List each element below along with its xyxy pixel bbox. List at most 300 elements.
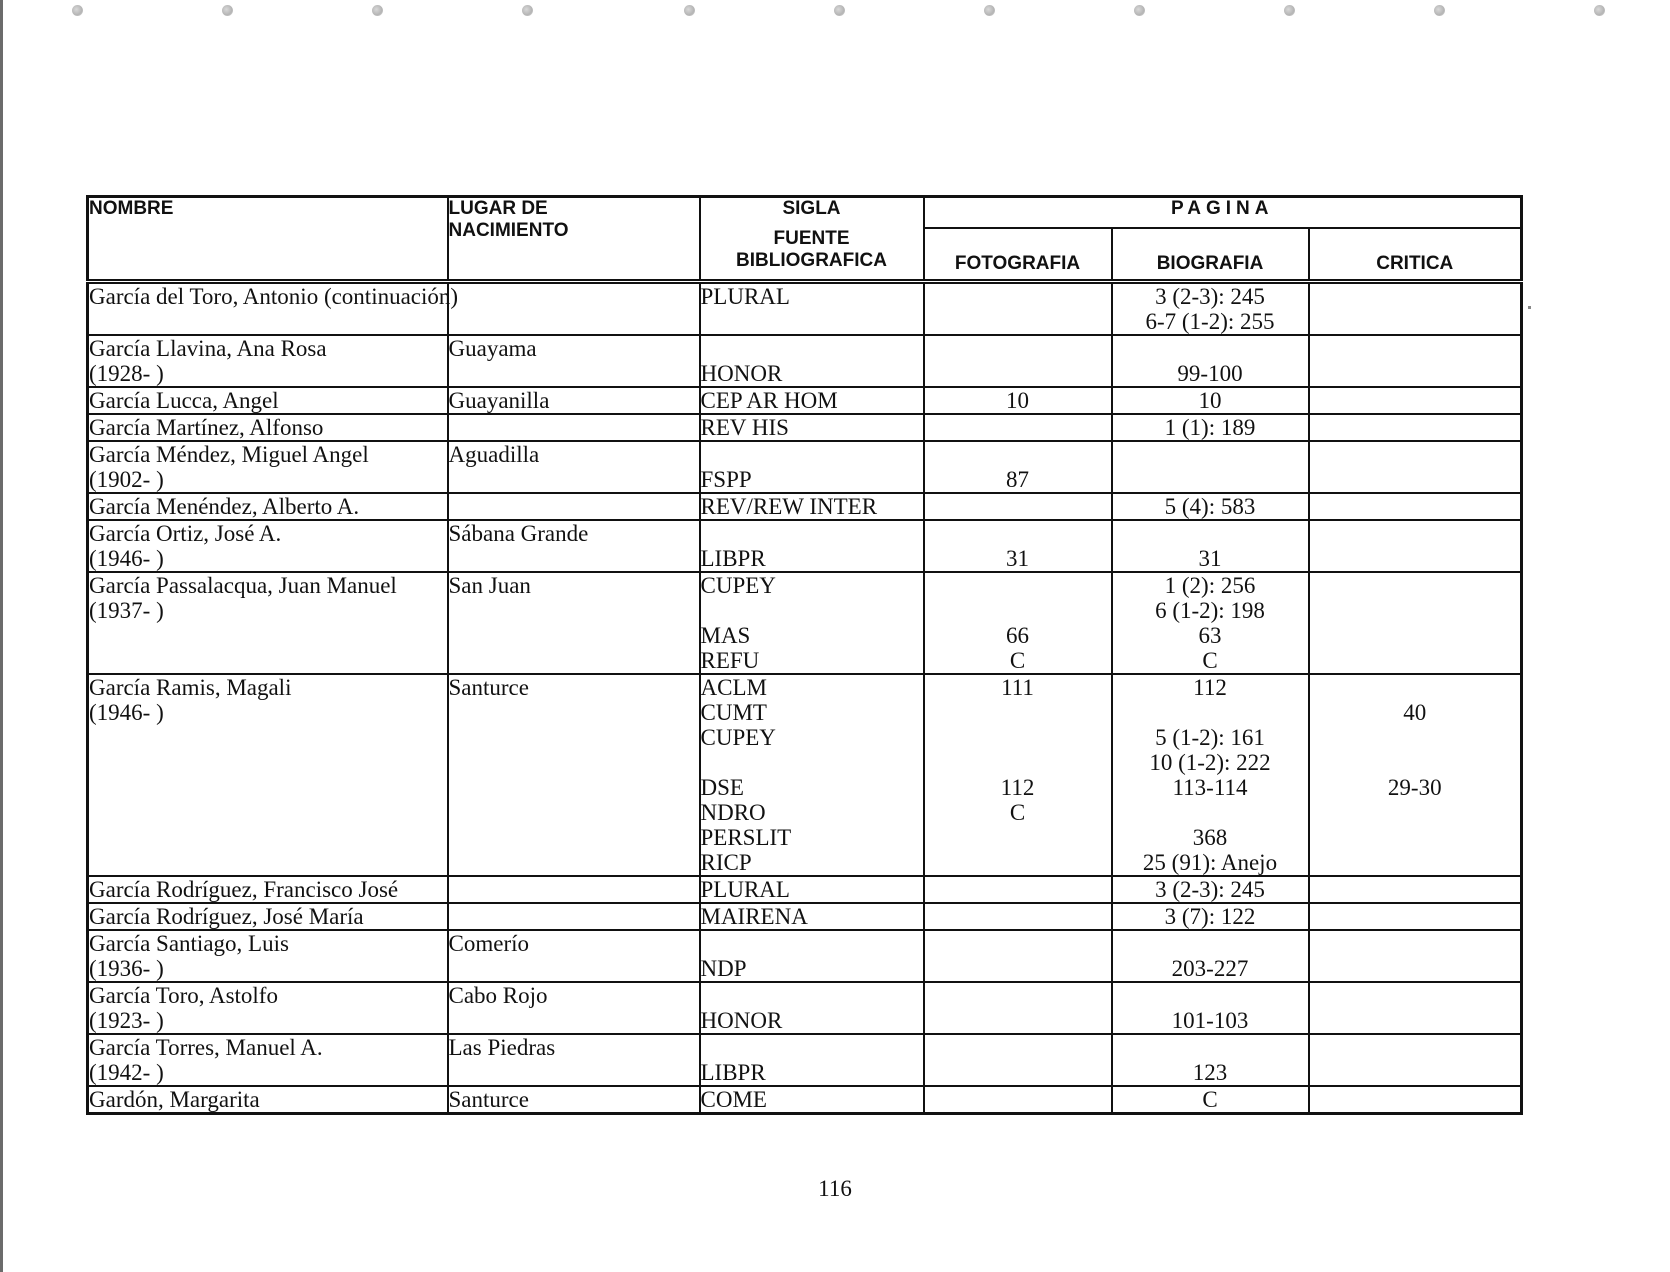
cell-line: 31	[1198, 546, 1222, 571]
cell-fotografia	[924, 674, 1112, 876]
table-row	[88, 520, 1522, 572]
cell-line	[1310, 956, 1521, 981]
cell-line: 203-227	[1171, 956, 1249, 981]
cell-sigla	[700, 903, 924, 930]
cell-line	[89, 623, 447, 648]
cell-line: CUMT	[700, 700, 767, 725]
cell-line	[925, 983, 1111, 1008]
cell-line: 123	[1192, 1060, 1228, 1085]
cell-line: García Ramis, Magali	[89, 675, 292, 700]
cell-line	[1310, 1087, 1521, 1112]
cell-line: García Toro, Astolfo	[89, 983, 278, 1008]
binder-hole	[984, 5, 995, 16]
bibliography-table	[86, 195, 1523, 1115]
cell-line	[1310, 877, 1521, 902]
cell-critica	[1309, 414, 1522, 441]
cell-line: 101-103	[1171, 1008, 1249, 1033]
cell-line: García Passalacqua, Juan Manuel	[89, 573, 397, 598]
cell-line	[1310, 415, 1521, 440]
cell-line: García Llavina, Ana Rosa	[89, 336, 327, 361]
cell-line: 31	[1006, 546, 1029, 571]
cell-line: REV HIS	[700, 415, 789, 440]
cell-biografia	[1112, 903, 1309, 930]
cell-line: (1946- )	[89, 546, 164, 571]
cell-line: C	[1009, 800, 1026, 825]
cell-critica	[1309, 876, 1522, 903]
table-row	[88, 674, 1522, 876]
cell-sigla	[700, 520, 924, 572]
cell-line	[449, 284, 699, 309]
cell-critica	[1309, 335, 1522, 387]
cell-biografia	[1112, 282, 1309, 336]
cell-critica	[1309, 982, 1522, 1034]
cell-line: García Torres, Manuel A.	[89, 1035, 323, 1060]
cell-critica	[1309, 282, 1522, 336]
cell-line: García Méndez, Miguel Angel	[89, 442, 369, 467]
cell-line	[1310, 800, 1521, 825]
cell-fotografia	[924, 414, 1112, 441]
cell-line: C	[1202, 648, 1218, 673]
cell-nombre	[88, 572, 448, 674]
cell-lugar	[448, 903, 700, 930]
cell-line	[1310, 931, 1521, 956]
cell-line	[1310, 675, 1521, 700]
cell-line: HONOR	[700, 361, 783, 386]
cell-fotografia	[924, 387, 1112, 414]
cell-line: PERSLIT	[700, 825, 792, 850]
cell-line	[1310, 442, 1521, 467]
cell-line	[925, 309, 1111, 334]
cell-line	[1310, 1008, 1521, 1033]
cell-line	[1310, 904, 1521, 929]
cell-line	[701, 931, 923, 956]
cell-line	[925, 1008, 1111, 1033]
cell-nombre	[88, 493, 448, 520]
cell-line: 99-100	[1177, 361, 1243, 386]
cell-nombre	[88, 520, 448, 572]
cell-line: CUPEY	[700, 573, 776, 598]
cell-line	[1310, 1060, 1521, 1085]
cell-nombre	[88, 1086, 448, 1114]
cell-line	[925, 1060, 1111, 1085]
cell-line: NDP	[700, 956, 747, 981]
cell-sigla	[700, 674, 924, 876]
cell-line	[1310, 388, 1521, 413]
cell-line	[925, 442, 1111, 467]
cell-line: 6 (1-2): 198	[1155, 598, 1265, 623]
cell-line	[1310, 598, 1521, 623]
cell-line: 1 (2): 256	[1164, 573, 1256, 598]
cell-lugar	[448, 387, 700, 414]
cell-fotografia	[924, 1086, 1112, 1114]
binder-hole	[372, 5, 383, 16]
cell-line: 5 (4): 583	[1164, 494, 1256, 519]
cell-lugar	[448, 1034, 700, 1086]
cell-sigla	[700, 282, 924, 336]
cell-line: Santurce	[448, 675, 529, 700]
cell-line	[89, 725, 447, 750]
header-lugar: LUGAR DE NACIMIENTO	[448, 197, 700, 282]
binder-hole	[1284, 5, 1295, 16]
cell-nombre	[88, 387, 448, 414]
cell-lugar	[448, 335, 700, 387]
cell-line: FSPP	[700, 467, 752, 492]
cell-line: García Ortiz, José A.	[89, 521, 282, 546]
cell-line: REV/REW INTER	[700, 494, 878, 519]
table-row	[88, 572, 1522, 674]
cell-critica	[1309, 674, 1522, 876]
cell-line	[1113, 931, 1308, 956]
cell-line	[1310, 750, 1521, 775]
cell-sigla	[700, 1034, 924, 1086]
cell-line: DSE	[700, 775, 744, 800]
binder-hole	[684, 5, 695, 16]
cell-line	[1310, 284, 1521, 309]
cell-line	[1310, 850, 1521, 875]
cell-line	[1310, 336, 1521, 361]
cell-line: 111	[1001, 675, 1034, 700]
cell-line	[925, 850, 1111, 875]
table-row	[88, 493, 1522, 520]
cell-line: García Martínez, Alfonso	[89, 415, 324, 440]
cell-line	[89, 750, 447, 775]
cell-line	[701, 442, 923, 467]
cell-fotografia	[924, 441, 1112, 493]
cell-line: HONOR	[700, 1008, 783, 1033]
cell-line: 3 (7): 122	[1164, 904, 1256, 929]
cell-line: Gardón, Margarita	[89, 1087, 260, 1112]
cell-line: 112	[1000, 775, 1035, 800]
table-header	[88, 197, 1522, 282]
cell-critica	[1309, 520, 1522, 572]
cell-line	[1310, 725, 1521, 750]
cell-lugar	[448, 1086, 700, 1114]
table-row	[88, 387, 1522, 414]
cell-line	[925, 415, 1111, 440]
cell-sigla	[700, 493, 924, 520]
header-critica: CRITICA	[1309, 228, 1522, 282]
cell-sigla	[700, 1086, 924, 1114]
cell-critica	[1309, 387, 1522, 414]
cell-line: COME	[700, 1087, 767, 1112]
cell-line: Guayama	[448, 336, 537, 361]
cell-fotografia	[924, 876, 1112, 903]
cell-line	[925, 877, 1111, 902]
cell-fotografia	[924, 1034, 1112, 1086]
cell-sigla	[700, 335, 924, 387]
cell-line	[925, 521, 1111, 546]
cell-line: RICP	[700, 850, 752, 875]
cell-line	[925, 1035, 1111, 1060]
cell-line	[925, 598, 1111, 623]
cell-line	[1113, 442, 1308, 467]
cell-biografia	[1112, 414, 1309, 441]
cell-critica	[1309, 572, 1522, 674]
cell-sigla	[700, 441, 924, 493]
cell-line: Comerío	[448, 931, 529, 956]
cell-line: (1936- )	[89, 956, 164, 981]
cell-sigla	[700, 572, 924, 674]
cell-biografia	[1112, 335, 1309, 387]
cell-biografia	[1112, 1086, 1309, 1114]
cell-line	[449, 904, 699, 929]
cell-line	[1310, 361, 1521, 386]
cell-line: 1 (1): 189	[1164, 415, 1256, 440]
cell-line	[925, 904, 1111, 929]
cell-line	[1113, 336, 1308, 361]
cell-line: Aguadilla	[448, 442, 540, 467]
cell-line: (1923- )	[89, 1008, 164, 1033]
cell-biografia	[1112, 1034, 1309, 1086]
cell-line: García Lucca, Angel	[89, 388, 279, 413]
cell-line: 112	[1193, 675, 1227, 700]
cell-sigla	[700, 387, 924, 414]
table-row	[88, 903, 1522, 930]
cell-line	[1310, 623, 1521, 648]
cell-line	[89, 775, 447, 800]
cell-fotografia	[924, 903, 1112, 930]
cell-lugar	[448, 982, 700, 1034]
table-row	[88, 335, 1522, 387]
cell-line	[1113, 521, 1308, 546]
cell-line	[449, 494, 699, 519]
cell-line: 66	[1006, 623, 1029, 648]
cell-line: 25 (91): Anejo	[1142, 850, 1278, 875]
table-row	[88, 282, 1522, 336]
cell-line	[701, 336, 923, 361]
cell-lugar	[448, 441, 700, 493]
cell-nombre	[88, 903, 448, 930]
cell-line	[89, 825, 447, 850]
cell-fotografia	[924, 335, 1112, 387]
cell-line: ACLM	[700, 675, 767, 700]
cell-line	[449, 415, 699, 440]
cell-lugar	[448, 876, 700, 903]
cell-line	[925, 361, 1111, 386]
cell-nombre	[88, 930, 448, 982]
cell-sigla	[700, 876, 924, 903]
cell-lugar	[448, 572, 700, 674]
cell-line	[925, 956, 1111, 981]
cell-line: 10	[1006, 388, 1029, 413]
cell-line	[89, 648, 447, 673]
header-sigla: SIGLA FUENTE BIBLIOGRAFICA	[700, 197, 924, 282]
cell-line: 10	[1198, 388, 1222, 413]
table-row	[88, 414, 1522, 441]
binder-holes	[0, 0, 1670, 30]
cell-line	[925, 336, 1111, 361]
table-row	[88, 1034, 1522, 1086]
cell-line: 3 (2-3): 245	[1155, 284, 1265, 309]
cell-line: 5 (1-2): 161	[1155, 725, 1265, 750]
cell-lugar	[448, 282, 700, 336]
cell-line: 3 (2-3): 245	[1155, 877, 1265, 902]
cell-nombre	[88, 674, 448, 876]
cell-line	[701, 309, 923, 334]
cell-line: 368	[1192, 825, 1228, 850]
cell-line: García Santiago, Luis	[89, 931, 289, 956]
cell-line: García Rodríguez, Francisco José	[89, 877, 399, 902]
cell-nombre	[88, 414, 448, 441]
cell-line	[1310, 467, 1521, 492]
cell-line: MAIRENA	[700, 904, 808, 929]
cell-line	[89, 800, 447, 825]
cell-line	[89, 850, 447, 875]
cell-line	[1310, 309, 1521, 334]
table-body	[88, 282, 1522, 1114]
cell-line: Las Piedras	[448, 1035, 556, 1060]
binder-hole	[1434, 5, 1445, 16]
cell-lugar	[448, 930, 700, 982]
cell-line	[1113, 700, 1308, 725]
page-number: 116	[818, 1176, 852, 1201]
cell-line: 40	[1403, 700, 1427, 725]
cell-line: (1902- )	[89, 467, 164, 492]
cell-line	[925, 931, 1111, 956]
cell-line	[1310, 521, 1521, 546]
binder-hole	[522, 5, 533, 16]
cell-line	[701, 1035, 923, 1060]
binder-hole	[1594, 5, 1605, 16]
cell-line	[1113, 983, 1308, 1008]
cell-line: CUPEY	[700, 725, 776, 750]
cell-lugar	[448, 674, 700, 876]
cell-line: 113-114	[1172, 775, 1248, 800]
cell-critica	[1309, 930, 1522, 982]
cell-line	[701, 750, 923, 775]
cell-sigla	[700, 982, 924, 1034]
cell-line	[1310, 573, 1521, 598]
cell-biografia	[1112, 674, 1309, 876]
cell-lugar	[448, 493, 700, 520]
cell-line	[925, 573, 1111, 598]
header-pagina: PAGINA	[924, 197, 1522, 229]
cell-line	[925, 1087, 1111, 1112]
cell-line: LIBPR	[700, 546, 766, 571]
cell-nombre	[88, 335, 448, 387]
cell-line	[925, 284, 1111, 309]
cell-line: C	[1202, 1087, 1218, 1112]
cell-line: Santurce	[448, 1087, 529, 1112]
cell-biografia	[1112, 876, 1309, 903]
cell-line	[449, 877, 699, 902]
cell-line: Cabo Rojo	[448, 983, 548, 1008]
cell-line	[1310, 648, 1521, 673]
cell-line: 63	[1198, 623, 1222, 648]
cell-line	[701, 598, 923, 623]
table-row	[88, 982, 1522, 1034]
cell-line: 6-7 (1-2): 255	[1145, 309, 1275, 334]
cell-line	[1310, 825, 1521, 850]
cell-line	[701, 983, 923, 1008]
cell-line: Sábana Grande	[448, 521, 589, 546]
cell-line: PLURAL	[700, 877, 790, 902]
cell-biografia	[1112, 387, 1309, 414]
cell-biografia	[1112, 930, 1309, 982]
cell-line: C	[1009, 648, 1026, 673]
cell-biografia	[1112, 572, 1309, 674]
cell-sigla	[700, 930, 924, 982]
cell-nombre	[88, 1034, 448, 1086]
header-biografia: BIOGRAFIA	[1112, 228, 1309, 282]
cell-line	[925, 494, 1111, 519]
cell-line	[701, 521, 923, 546]
cell-line	[1113, 1035, 1308, 1060]
cell-nombre	[88, 282, 459, 336]
cell-line	[1310, 546, 1521, 571]
cell-line	[1310, 1035, 1521, 1060]
page-left-edge	[0, 0, 3, 1272]
cell-sigla	[700, 414, 924, 441]
cell-line: García Rodríguez, José María	[89, 904, 364, 929]
cell-lugar	[448, 414, 700, 441]
scan-speck	[1528, 306, 1531, 309]
cell-biografia	[1112, 441, 1309, 493]
table-row	[88, 441, 1522, 493]
header-nombre: NOMBRE	[88, 197, 448, 282]
cell-line	[1310, 494, 1521, 519]
cell-line: MAS	[700, 623, 751, 648]
cell-fotografia	[924, 282, 1112, 336]
cell-line: San Juan	[448, 573, 531, 598]
cell-line	[1113, 800, 1308, 825]
cell-line: (1946- )	[89, 700, 164, 725]
cell-line	[1310, 983, 1521, 1008]
cell-line	[1113, 467, 1308, 492]
cell-critica	[1309, 1034, 1522, 1086]
cell-line: García Menéndez, Alberto A.	[89, 494, 360, 519]
binder-hole	[834, 5, 845, 16]
binder-hole	[1134, 5, 1145, 16]
cell-nombre	[88, 441, 448, 493]
cell-line: (1942- )	[89, 1060, 164, 1085]
cell-nombre	[88, 982, 448, 1034]
cell-critica	[1309, 493, 1522, 520]
cell-lugar	[448, 520, 700, 572]
binder-hole	[72, 5, 83, 16]
cell-biografia	[1112, 493, 1309, 520]
cell-fotografia	[924, 493, 1112, 520]
cell-line: PLURAL	[700, 284, 790, 309]
cell-line: REFU	[700, 648, 760, 673]
cell-fotografia	[924, 982, 1112, 1034]
cell-fotografia	[924, 520, 1112, 572]
table-row	[88, 1086, 1522, 1114]
cell-line: 10 (1-2): 222	[1149, 750, 1271, 775]
cell-line: NDRO	[700, 800, 766, 825]
cell-line: CEP AR HOM	[700, 388, 838, 413]
cell-line: 87	[1006, 467, 1029, 492]
cell-line: Guayanilla	[448, 388, 550, 413]
table-row	[88, 876, 1522, 903]
cell-line: (1928- )	[89, 361, 164, 386]
cell-line: LIBPR	[700, 1060, 766, 1085]
cell-critica	[1309, 903, 1522, 930]
cell-biografia	[1112, 520, 1309, 572]
cell-critica	[1309, 441, 1522, 493]
cell-line: 29-30	[1387, 775, 1442, 800]
cell-line	[925, 750, 1111, 775]
cell-line	[925, 825, 1111, 850]
table-row	[88, 930, 1522, 982]
cell-fotografia	[924, 930, 1112, 982]
cell-fotografia	[924, 572, 1112, 674]
cell-line	[925, 700, 1111, 725]
cell-line	[925, 725, 1111, 750]
cell-nombre	[88, 876, 448, 903]
header-fotografia: FOTOGRAFIA	[924, 228, 1112, 282]
binder-hole	[222, 5, 233, 16]
